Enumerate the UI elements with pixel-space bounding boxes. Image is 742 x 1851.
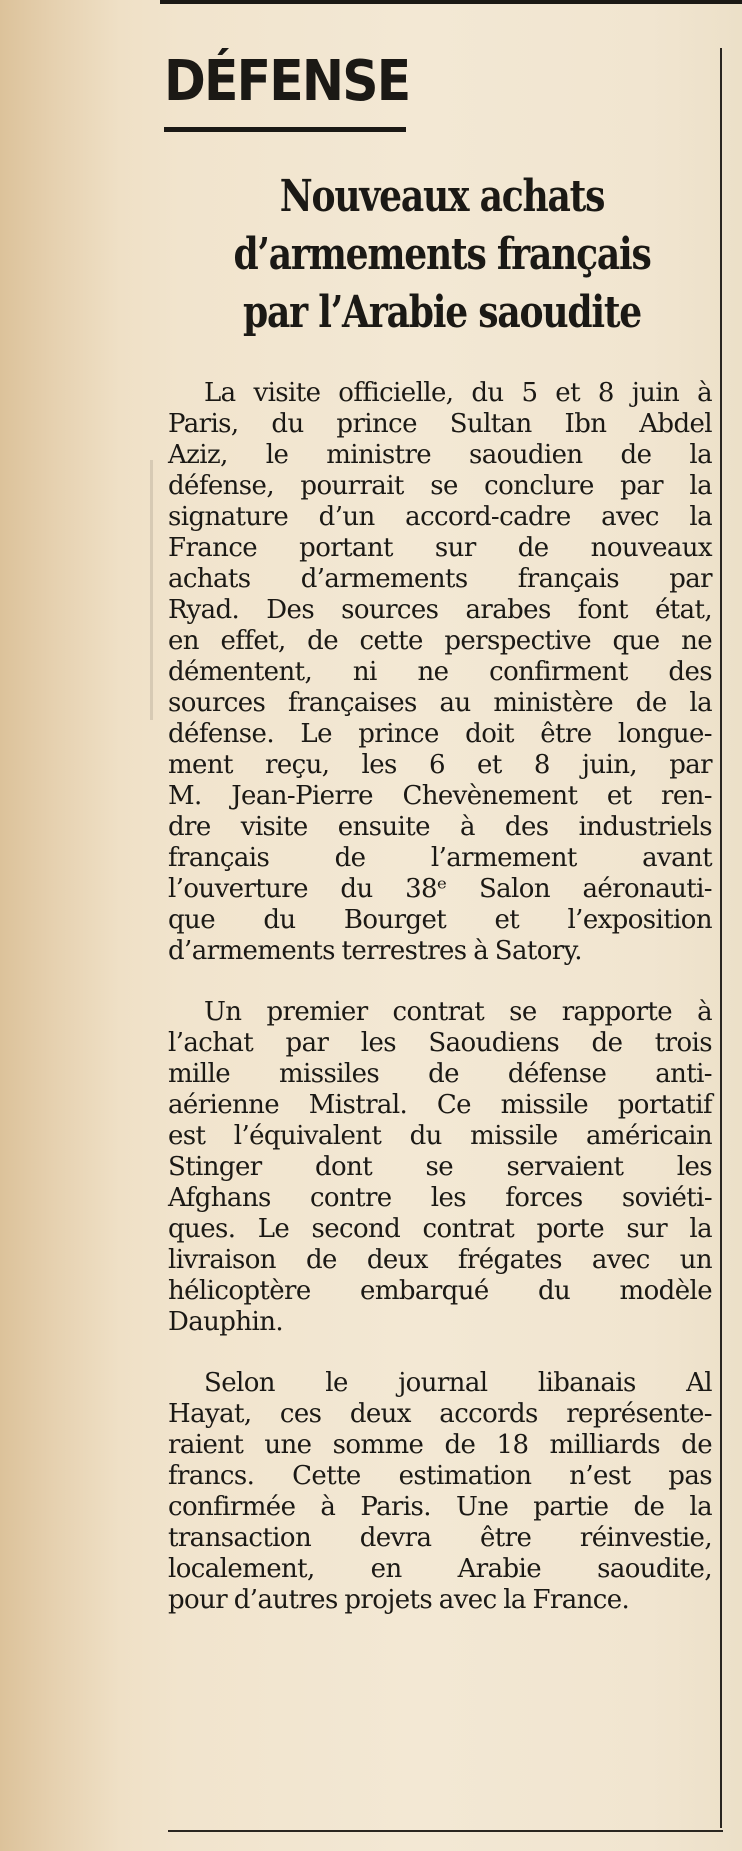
text-line: Paris, du prince Sultan Ibn Abdel bbox=[168, 409, 712, 439]
text-line: France portant sur de nouveaux bbox=[168, 533, 712, 563]
bottom-rule bbox=[168, 1830, 723, 1832]
text-line: confirmée à Paris. Une partie de la bbox=[168, 1492, 712, 1522]
text-line: Un premier contrat se rapporte à bbox=[204, 997, 712, 1027]
headline-line: d’armements français bbox=[233, 229, 651, 280]
text-line: transaction devra être réinvestie, bbox=[168, 1523, 712, 1553]
text-line: que du Bourget et l’exposition bbox=[168, 905, 712, 935]
text-line: ment reçu, les 6 et 8 juin, par bbox=[168, 750, 712, 780]
text-line: en effet, de cette perspective que ne bbox=[168, 626, 712, 656]
text-line: l’ouverture du 38ᵉ Salon aéronauti- bbox=[168, 874, 712, 904]
text-line: aérienne Mistral. Ce missile portatif bbox=[168, 1090, 712, 1120]
text-line: d’armements terrestres à Satory. bbox=[168, 936, 582, 966]
paragraph-2 bbox=[168, 997, 712, 1338]
text-line: Dauphin. bbox=[168, 1307, 284, 1337]
text-line: localement, en Arabie saoudite, bbox=[168, 1554, 712, 1584]
text-line: Selon le journal libanais Al bbox=[204, 1368, 712, 1398]
article-headline bbox=[217, 168, 666, 342]
headline-line: par l’Arabie saoudite bbox=[242, 287, 641, 338]
text-line: Hayat, ces deux accords représente- bbox=[168, 1399, 712, 1429]
column-rule-right bbox=[720, 48, 722, 1828]
top-rule bbox=[160, 0, 742, 4]
text-line: dre visite ensuite à des industriels bbox=[168, 812, 712, 842]
paragraph-1 bbox=[168, 378, 712, 967]
text-line: défense. Le prince doit être longue- bbox=[168, 719, 712, 749]
headline-line: Nouveaux achats bbox=[279, 171, 605, 222]
text-line: M. Jean-Pierre Chevènement et ren- bbox=[168, 781, 712, 811]
text-line: français de l’armement avant bbox=[168, 843, 712, 873]
paper-fold-mark bbox=[150, 460, 153, 720]
text-line: est l’équivalent du missile américain bbox=[168, 1121, 712, 1151]
text-line: défense, pourrait se conclure par la bbox=[168, 471, 712, 501]
text-line: l’achat par les Saoudiens de trois bbox=[168, 1028, 712, 1058]
text-line: francs. Cette estimation n’est pas bbox=[168, 1461, 712, 1491]
text-line: La visite officielle, du 5 et 8 juin à bbox=[204, 378, 712, 408]
text-line: raient une somme de 18 milliards de bbox=[168, 1430, 712, 1460]
text-line: mille missiles de défense anti- bbox=[168, 1059, 712, 1089]
rubric-underline bbox=[164, 127, 406, 132]
text-line: ques. Le second contrat porte sur la bbox=[168, 1214, 712, 1244]
text-line: Stinger dont se servaient les bbox=[168, 1152, 712, 1182]
text-line: Ryad. Des sources arabes font état, bbox=[168, 595, 712, 625]
text-line: livraison de deux frégates avec un bbox=[168, 1245, 712, 1275]
text-line: sources françaises au ministère de la bbox=[168, 688, 712, 718]
text-line: démentent, ni ne confirment des bbox=[168, 657, 712, 687]
text-line: Aziz, le ministre saoudien de la bbox=[168, 440, 712, 470]
text-line: pour d’autres projets avec la France. bbox=[168, 1585, 630, 1615]
section-rubric: DÉFENSE bbox=[164, 49, 410, 114]
text-line: hélicoptère embarqué du modèle bbox=[168, 1276, 712, 1306]
text-line: signature d’un accord-cadre avec la bbox=[168, 502, 712, 532]
text-line: Afghans contre les forces soviéti- bbox=[168, 1183, 712, 1213]
paragraph-3 bbox=[168, 1368, 712, 1616]
text-line: achats d’armements français par bbox=[168, 564, 712, 594]
article-body bbox=[168, 378, 712, 1616]
